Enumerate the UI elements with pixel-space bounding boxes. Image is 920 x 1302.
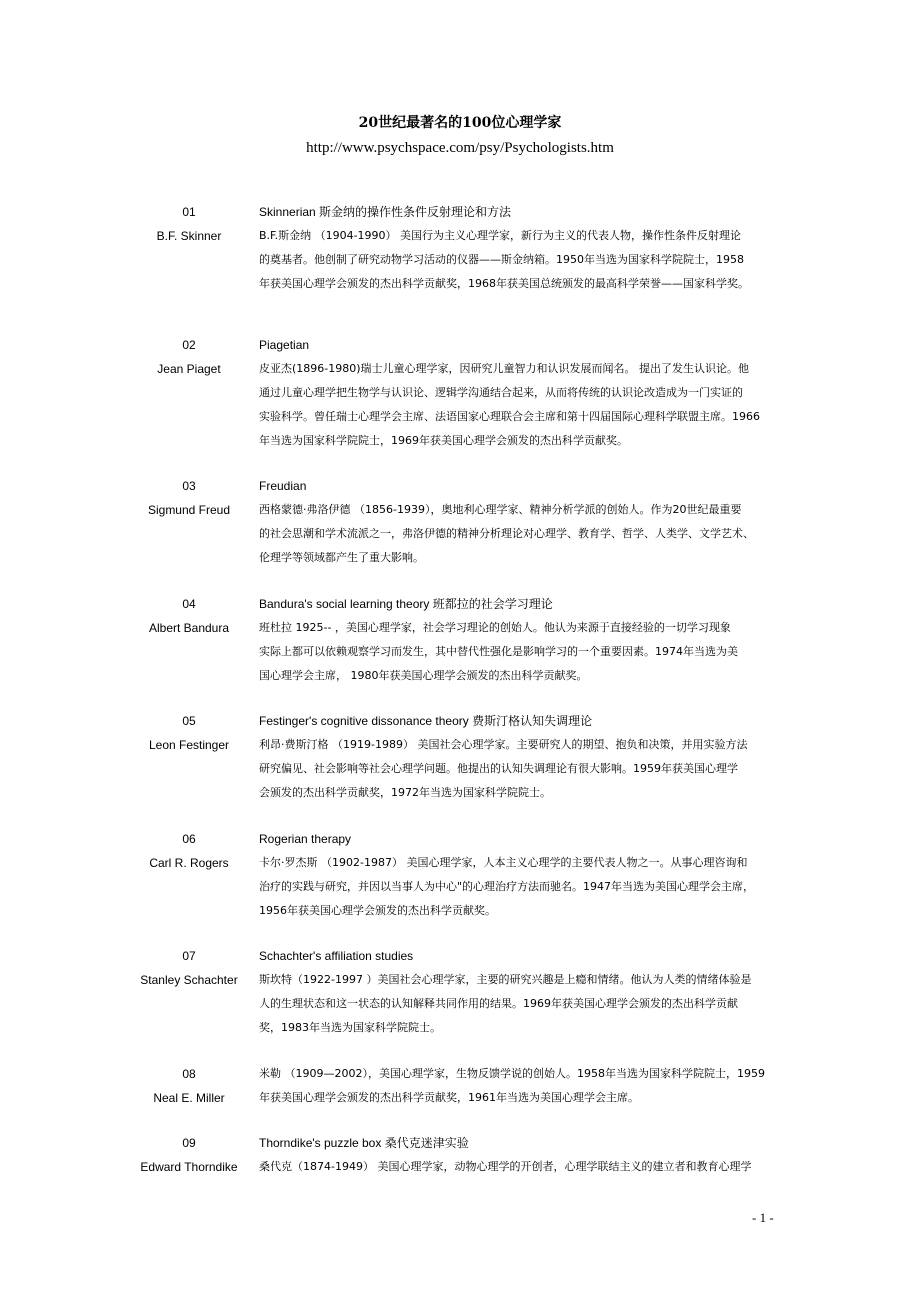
entry-number: 05: [182, 714, 196, 728]
description-line: 的奠基者。他创制了研究动物学习活动的仪器——斯金纳箱。1950年当选为国家科学院院士，1958: [259, 253, 744, 266]
description-line: 治疗的实践与研究，并因以当事人为中心"的心理治疗方法而驰名。1947年当选为美国心理学会主席，: [259, 880, 755, 893]
description-line: 研究偏见、社会影响等社会心理学问题。他提出的认知失调理论有很大影响。1959年获美国心理学: [259, 762, 738, 775]
psychologist-name: Carl R. Rogers: [149, 856, 229, 870]
theory-title: Rogerian therapy: [259, 832, 352, 846]
entry-description: [259, 224, 804, 296]
description-line: B.F.斯金纳 （1904-1990） 美国行为主义心理学家，新行为主义的代表人物，操作性条件反射理论: [259, 229, 742, 242]
psychologist-name: Sigmund Freud: [147, 503, 231, 517]
description-line: 卡尔·罗杰斯 （1902-1987） 美国心理学家，人本主义心理学的主要代表人物之一。从事心理咨询和: [259, 856, 748, 869]
entry-number: 03: [182, 479, 196, 493]
description-line: 皮亚杰(1896-1980)瑞士儿童心理学家，因研究儿童智力和认识发展而闻名。 提出了发生认识论。他: [259, 362, 750, 375]
psychologist-name: Stanley Schachter: [140, 973, 238, 987]
entry-number: 01: [182, 205, 196, 219]
description-line: 桑代克（1874-1949） 美国心理学家，动物心理学的开创者，心理学联结主义的建立者和教育心理学: [259, 1160, 752, 1173]
description-line: 的社会思潮和学术流派之一，弗洛伊德的精神分析理论对心理学、教育学、哲学、人类学、文学艺术、: [259, 527, 754, 540]
entry-description: [259, 733, 804, 805]
description-line: 奖，1983年当选为国家科学院院士。: [259, 1021, 441, 1034]
entry-description: [259, 357, 804, 453]
entry-description: [259, 616, 804, 688]
psychologist-name: Jean Piaget: [157, 362, 221, 376]
description-line: 实验科学。曾任瑞士心理学会主席、法语国家心理联合会主席和第十四届国际心理科学联盟主席。1966: [259, 410, 760, 423]
entry-number: 08: [182, 1067, 196, 1081]
description-line: 年获美国心理学会颁发的杰出科学贡献奖，1968年获美国总统颁发的最高科学荣誉——国家科学奖。: [259, 277, 749, 290]
description-line: 米勒 （1909—2002），美国心理学家，生物反馈学说的创始人。1958年当选为国家科学院院士，1959: [259, 1067, 765, 1080]
theory-title: Freudian: [259, 479, 307, 493]
theory-title: Schachter's affiliation studies: [259, 949, 414, 963]
description-line: 实际上都可以依赖观察学习而发生，其中替代性强化是影响学习的一个重要因素。1974年当选为美: [259, 645, 738, 658]
document-title: 20世纪最著名的100位心理学家: [358, 115, 562, 131]
description-line: 年获美国心理学会颁发的杰出科学贡献奖，1961年当选为美国心理学会主席。: [259, 1091, 639, 1104]
psychologist-name: Albert Bandura: [148, 621, 230, 635]
description-line: 年当选为国家科学院院士，1969年获美国心理学会颁发的杰出科学贡献奖。: [259, 434, 628, 447]
theory-title: Piagetian: [259, 338, 310, 352]
theory-title: Thorndike's puzzle box 桑代克迷津实验: [259, 1136, 469, 1150]
psychologist-name: B.F. Skinner: [156, 229, 222, 243]
psychologist-name: Edward Thorndike: [140, 1160, 238, 1174]
entry-number: 02: [182, 338, 196, 352]
source-url: http://www.psychspace.com/psy/Psychologists.htm: [306, 140, 614, 156]
description-line: 通过儿童心理学把生物学与认识论、逻辑学沟通结合起来，从而将传统的认识论改造成为一门实证的: [259, 386, 743, 399]
entry-number: 09: [182, 1136, 196, 1150]
description-line: 人的生理状态和这一状态的认知解释共同作用的结果。1969年获美国心理学会颁发的杰出科学贡献: [259, 997, 738, 1010]
entry-description: [259, 1062, 804, 1110]
entry-description: [259, 851, 804, 923]
description-line: 伦理学等领域都产生了重大影响。: [259, 551, 424, 564]
description-line: 西格蒙德·弗洛伊德 （1856-1939），奥地利心理学家、精神分析学派的创始人。作为20世纪最重要: [259, 503, 742, 516]
theory-title: Bandura's social learning theory 班都拉的社会学习理论: [259, 597, 553, 611]
entry-number: 04: [182, 597, 196, 611]
description-line: 班杜拉 1925-- ，美国心理学家，社会学习理论的创始人。他认为来源于直接经验的一切学习现象: [259, 621, 731, 634]
description-line: 会颁发的杰出科学贡献奖，1972年当选为国家科学院院士。: [259, 786, 551, 799]
theory-title: Skinnerian 斯金纳的操作性条件反射理论和方法: [259, 205, 512, 219]
description-line: 1956年获美国心理学会颁发的杰出科学贡献奖。: [259, 904, 496, 917]
description-line: 国心理学会主席， 1980年获美国心理学会颁发的杰出科学贡献奖。: [259, 669, 588, 682]
psychologist-name: Leon Festinger: [148, 738, 230, 752]
entry-number: 06: [182, 832, 196, 846]
theory-title: Festinger's cognitive dissonance theory 费斯汀格认知失调理论: [259, 714, 593, 728]
entry-number: 07: [182, 949, 196, 963]
entry-description: [259, 498, 804, 570]
psychologist-name: Neal E. Miller: [153, 1091, 225, 1105]
description-line: 利昂·费斯汀格 （1919-1989） 美国社会心理学家。主要研究人的期望、抱负和决策，并用实验方法: [259, 738, 748, 751]
description-line: 斯坎特（1922-1997 ）美国社会心理学家，主要的研究兴趣是上瘾和情绪。他认为人类的情绪体验是: [259, 973, 752, 986]
entry-description: [259, 968, 804, 1040]
entry-description: [259, 1155, 804, 1179]
page-number: - 1 -: [752, 1210, 774, 1225]
